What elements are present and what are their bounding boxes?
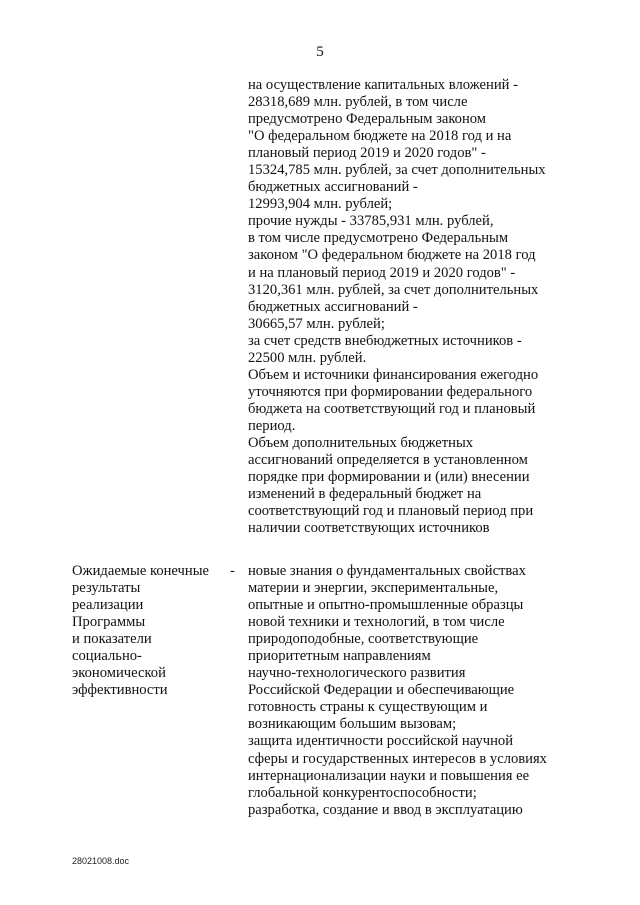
label-line: экономической xyxy=(72,665,166,682)
text-line: 28318,689 млн. рублей, в том числе xyxy=(248,94,468,111)
text-line: Российской Федерации и обеспечивающие xyxy=(248,682,515,699)
text-line: Объем дополнительных бюджетных xyxy=(248,434,474,451)
text-line: на осуществление капитальных вложений - xyxy=(248,77,518,93)
text-line: и на плановый период 2019 и 2020 годов" - xyxy=(248,264,516,281)
text-line: прочие нужды - 33785,931 млн. рублей, xyxy=(248,213,494,230)
text-line: "О федеральном бюджете на 2018 год и на xyxy=(248,128,512,145)
text-line: в том числе предусмотрено Федеральным xyxy=(248,230,509,247)
text-line: новой техники и технологий, в том числе xyxy=(248,614,505,631)
text-line: Объем и источники финансирования ежегодно xyxy=(248,366,539,383)
label-line: результаты xyxy=(72,580,141,597)
label-line: социально- xyxy=(72,648,142,665)
expected-results-label xyxy=(72,563,242,699)
label-line: Программы xyxy=(72,614,146,631)
text-line: период. xyxy=(248,417,296,434)
text-line: материи и энергии, экспериментальные, xyxy=(248,580,499,597)
text-line: изменений в федеральный бюджет на xyxy=(248,486,482,503)
text-line: возникающим большим вызовам; xyxy=(248,716,457,733)
text-line: готовность страны к существующим и xyxy=(248,699,488,716)
text-line: разработка, создание и ввод в эксплуатацию xyxy=(248,801,523,818)
text-line: природоподобные, соответствующие xyxy=(248,631,479,648)
text-line: 3120,361 млн. рублей, за счет дополнительных xyxy=(248,281,539,298)
text-line: глобальной конкурентоспособности; xyxy=(248,784,477,801)
expected-results-content xyxy=(248,563,568,819)
label-line: и показатели xyxy=(72,631,152,648)
text-line: новые знания о фундаментальных свойствах xyxy=(248,563,526,579)
text-line: уточняются при формировании федерального xyxy=(248,383,533,400)
text-line: ассигнований определяется в установленном xyxy=(248,452,528,469)
text-line: опытные и опытно-промышленные образцы xyxy=(248,597,524,614)
label-separator-dash: - xyxy=(230,563,235,579)
text-line: 30665,57 млн. рублей; xyxy=(248,315,385,332)
funding-text-block xyxy=(248,77,568,537)
text-line: сферы и государственных интересов в условиях xyxy=(248,750,547,767)
text-line: бюджетных ассигнований - xyxy=(248,179,418,196)
text-line: интернационализации науки и повышения ее xyxy=(248,767,530,784)
text-line: бюджетных ассигнований - xyxy=(248,298,418,315)
document-filename: 28021008.doc xyxy=(72,856,130,866)
label-line: эффективности xyxy=(72,682,168,699)
text-line: бюджета на соответствующий год и плановый xyxy=(248,400,536,417)
text-line: порядке при формировании и (или) внесении xyxy=(248,469,530,486)
text-line: за счет средств внебюджетных источников - xyxy=(248,332,522,349)
text-line: предусмотрено Федеральным законом xyxy=(248,111,487,128)
text-line: наличии соответствующих источников xyxy=(248,520,490,537)
text-line: защита идентичности российской научной xyxy=(248,733,514,750)
text-line: научно-технологического развития xyxy=(248,665,466,682)
label-line: реализации xyxy=(72,597,144,614)
text-line: законом "О федеральном бюджете на 2018 год xyxy=(248,247,536,264)
text-line: соответствующий год и плановый период при xyxy=(248,503,534,520)
text-line: приоритетным направлениям xyxy=(248,648,431,665)
label-line: Ожидаемые конечные xyxy=(72,563,209,579)
text-line: 15324,785 млн. рублей, за счет дополнительных xyxy=(248,162,546,179)
page-number: 5 xyxy=(316,44,324,60)
text-line: 22500 млн. рублей. xyxy=(248,349,367,366)
text-line: плановый период 2019 и 2020 годов" - xyxy=(248,145,486,162)
text-line: 12993,904 млн. рублей; xyxy=(248,196,393,213)
